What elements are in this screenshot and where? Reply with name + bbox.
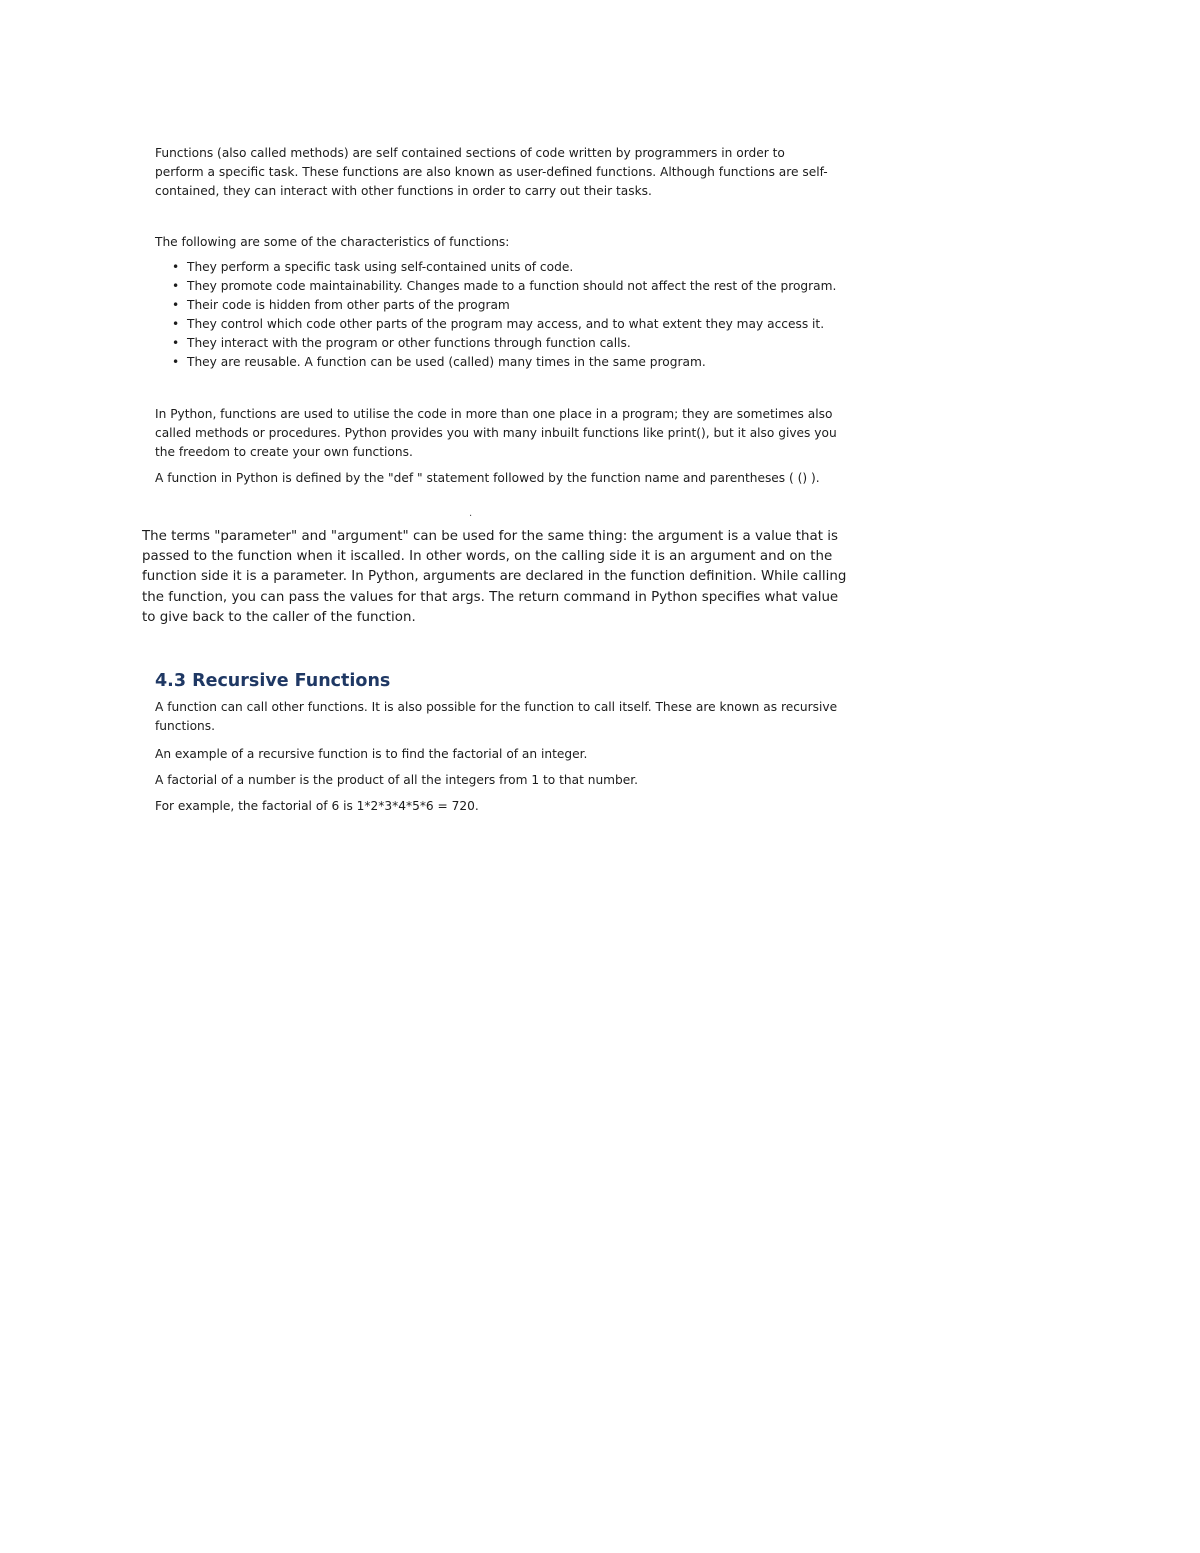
python-paragraph: In Python, functions are used to utilise the code in more than one place in a program; they are sometimes also called methods or procedures. Python provides you with many inbuilt functions like print(), but it also gives you the freedom to create your own functions.: [155, 407, 837, 459]
factorial-definition-paragraph: A factorial of a number is the product of all the integers from 1 to that number.: [155, 773, 639, 787]
factorial-example-paragraph: For example, the factorial of 6 is 1*2*3*4*5*6 = 720.: [155, 799, 479, 813]
intro-paragraph: Functions (also called methods) are self contained sections of code written by programmers in order to perform a specific task. These functions are also known as user-defined functions. Although functions are self-contained, they can interact with other functions in order to carry out their tasks.: [155, 146, 828, 198]
characteristics-list: [170, 258, 850, 372]
def-statement-paragraph: A function in Python is defined by the "def " statement followed by the function name and parentheses ( () ).: [155, 471, 820, 485]
list-item: • They are reusable. A function can be used (called) many times in the same program.: [170, 353, 850, 372]
section-heading: 4.3 Recursive Functions: [155, 671, 391, 691]
recursive-example-paragraph: An example of a recursive function is to find the factorial of an integer.: [155, 747, 588, 761]
list-item: • Their code is hidden from other parts of the program: [170, 296, 850, 315]
parameters-paragraph: The terms "parameter" and "argument" can be used for the same thing: the argument is a value that is passed to the function when it iscalled. In other words, on the calling side it is an argument and on the function side it is a parameter. In Python, arguments are declared in the function definition. While calling the function, you can pass the values for that args. The return command in Python specifies what value to give back to the caller of the function.: [142, 529, 847, 625]
list-item: • They control which code other parts of the program may access, and to what extent they may access it.: [170, 315, 850, 334]
list-item: • They promote code maintainability. Changes made to a function should not affect the rest of the program.: [170, 277, 850, 296]
list-item: • They perform a specific task using self-contained units of code.: [170, 258, 850, 277]
list-item: • They interact with the program or other functions through function calls.: [170, 334, 850, 353]
stray-dot: .: [469, 508, 473, 519]
recursive-intro-paragraph: A function can call other functions. It is also possible for the function to call itself. These are known as recursive functions.: [155, 700, 838, 733]
characteristics-lead: The following are some of the characteristics of functions:: [155, 235, 510, 249]
